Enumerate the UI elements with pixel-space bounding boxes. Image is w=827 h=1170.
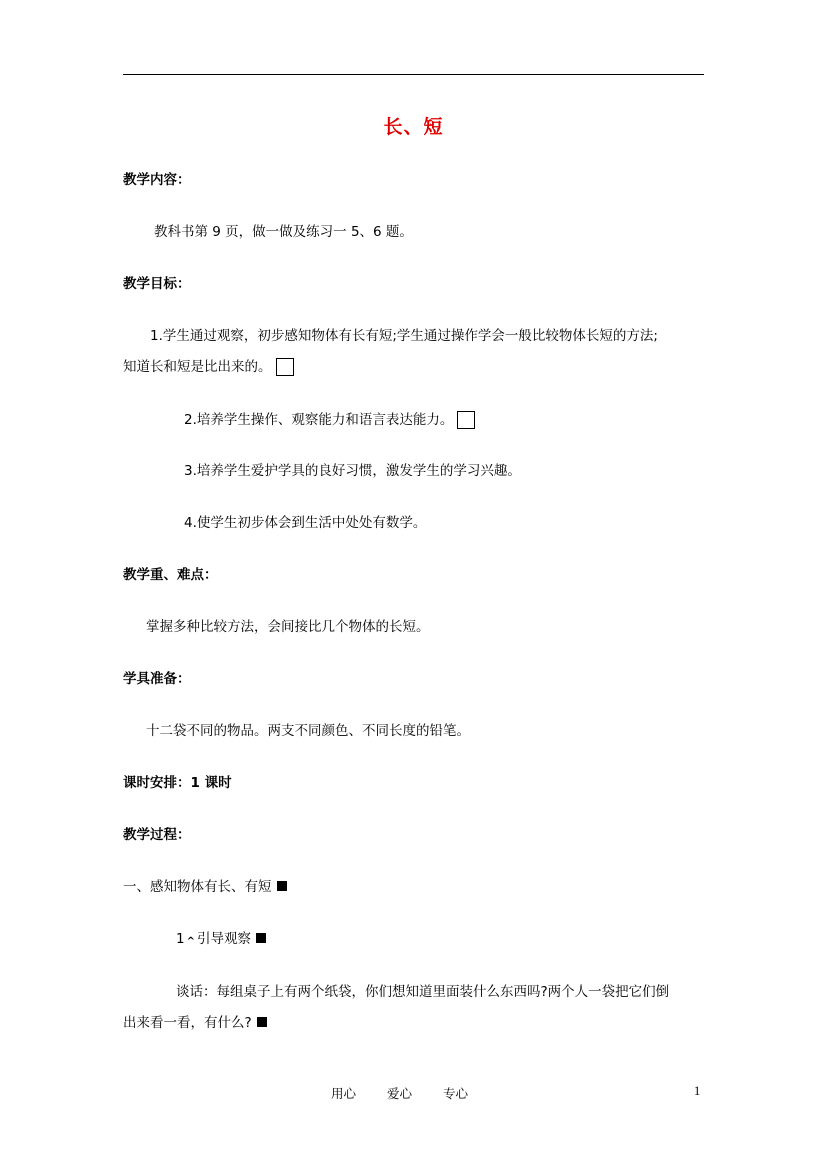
goal-4: 4.使学生初步体会到生活中处处有数学。 — [184, 515, 427, 531]
page-number: 1 — [694, 1084, 701, 1098]
checkbox-goal-1[interactable] — [276, 358, 294, 376]
talk-line-1: 谈话：每组桌子上有两个纸袋，你们想知道里面装什么东西吗?两个人一袋把它们倒 — [176, 984, 670, 1000]
header-rule — [123, 74, 704, 75]
content-text: 教科书第 9 页，做一做及练习一 5、6 题。 — [154, 224, 413, 240]
footer-word-3: 专心 — [443, 1086, 469, 1101]
step-1 — [123, 877, 287, 897]
content-heading: 教学内容： — [123, 172, 191, 188]
goal-2-text: 2.培养学生操作、观察能力和语言表达能力。 — [184, 412, 454, 428]
footer-word-2: 爱心 — [387, 1086, 413, 1101]
schedule: 课时安排：1 课时 — [123, 775, 232, 791]
footer-word-1: 用心 — [331, 1086, 357, 1101]
process-heading: 教学过程： — [123, 827, 191, 843]
black-square-icon — [257, 1017, 267, 1027]
goal-1-line-2-text: 知道长和短是比出来的。 — [123, 359, 272, 375]
goal-1-line-2 — [123, 357, 294, 377]
black-square-icon — [277, 881, 287, 891]
step-1-1-number: 1 — [176, 931, 185, 947]
key-points-heading: 教学重、难点： — [123, 567, 218, 583]
goals-heading: 教学目标： — [123, 276, 191, 292]
preparation-heading: 学具准备： — [123, 671, 191, 687]
goal-3: 3.培养学生爱护学具的良好习惯，激发学生的学习兴趣。 — [184, 463, 521, 479]
preparation-text: 十二袋不同的物品。两支不同颜色、不同长度的铅笔。 — [146, 723, 470, 739]
talk-line-2 — [123, 1013, 267, 1033]
step-1-1-text: 引导观察 — [196, 931, 251, 947]
step-1-text: 一、感知物体有长、有短 — [123, 879, 272, 895]
goal-1-line-1: 1.学生通过观察，初步感知物体有长有短;学生通过操作学会一般比较物体长短的方法; — [150, 328, 658, 344]
talk-line-2-text: 出来看一看，有什么? — [123, 1015, 252, 1031]
checkbox-goal-2[interactable] — [457, 411, 475, 429]
caret-up-icon: ^ — [186, 936, 195, 947]
black-square-icon — [256, 933, 266, 943]
document-title: 长、短 — [383, 116, 444, 138]
goal-2 — [184, 410, 475, 430]
key-points-text: 掌握多种比较方法，会间接比几个物体的长短。 — [146, 619, 430, 635]
step-1-1 — [176, 929, 266, 951]
